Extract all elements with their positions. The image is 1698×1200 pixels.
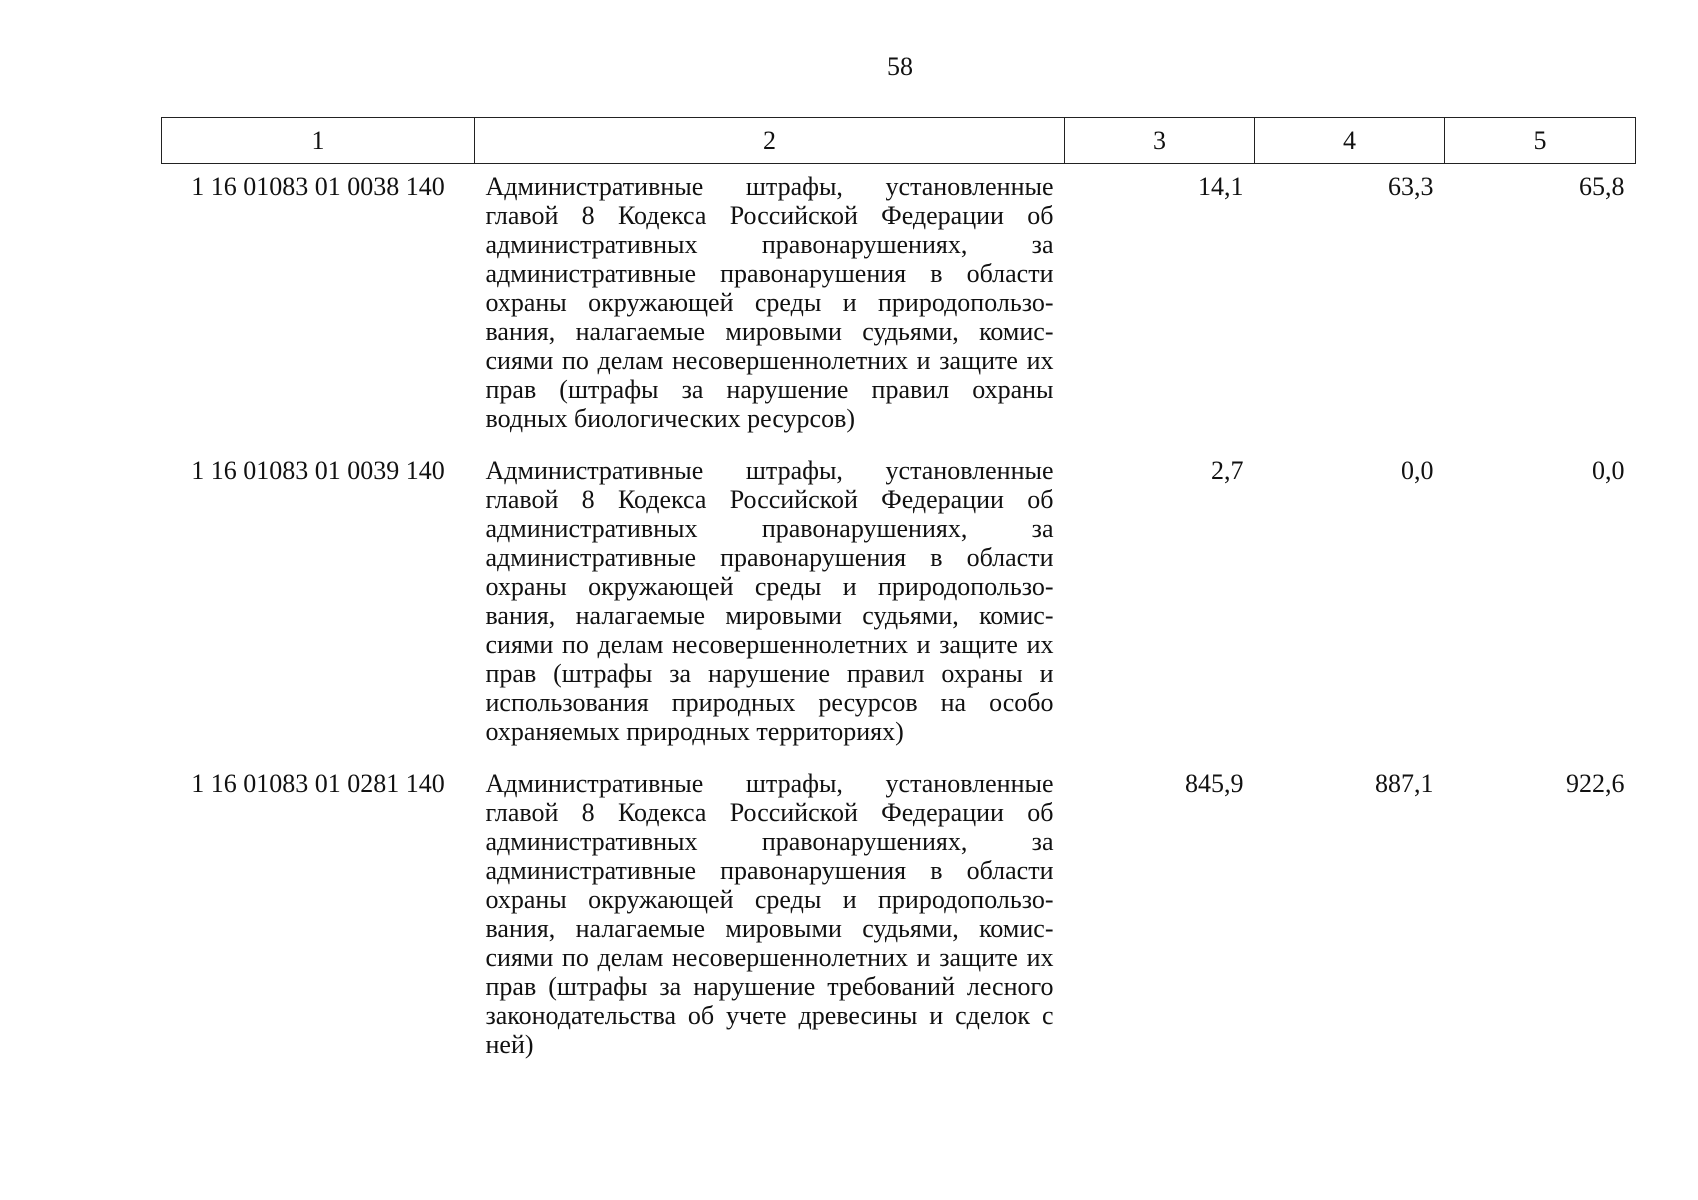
row-value-col4: 63,3 — [1388, 172, 1434, 201]
row-value-col4: 887,1 — [1375, 769, 1434, 798]
row-code: 1 16 01083 01 0038 140 — [191, 172, 445, 201]
row-code: 1 16 01083 01 0281 140 — [191, 769, 445, 798]
table-header — [162, 118, 1636, 164]
row-value-col5: 922,6 — [1566, 769, 1625, 798]
header-col-3: 3 — [1065, 118, 1255, 164]
page-number: 58 — [887, 52, 913, 81]
row-value-col3: 2,7 — [1211, 456, 1244, 485]
header-row — [162, 118, 1636, 164]
header-col-4: 4 — [1255, 118, 1445, 164]
row-value-col5: 65,8 — [1579, 172, 1625, 201]
row-description: Административные штрафы, установленные главой 8 Кодекса Российской Федерации об административных правонарушениях, за административные правонарушения в области охраны окружающей среды и природопользования, налагаемые мировыми судьями, комиссиями по делам несовершеннолетних и защите их прав (штрафы за нарушение правил охраны водных биологических ресурсов) — [485, 172, 1054, 433]
row-value-col3: 845,9 — [1185, 769, 1244, 798]
header-col-2: 2 — [475, 118, 1065, 164]
row-value-col4: 0,0 — [1401, 456, 1434, 485]
header-col-5: 5 — [1445, 118, 1636, 164]
header-col-1: 1 — [162, 118, 475, 164]
table-body — [162, 164, 1636, 1065]
table-row — [162, 164, 1636, 439]
row-description: Административные штрафы, установленные главой 8 Кодекса Российской Федерации об административных правонарушениях, за административные правонарушения в области охраны окружающей среды и природопользования, налагаемые мировыми судьями, комиссиями по делам несовершеннолетних и защите их прав (штрафы за нарушение правил охраны и использования природных ресурсов на особо охраняемых природных территориях) — [485, 456, 1054, 746]
row-value-col3: 14,1 — [1198, 172, 1244, 201]
table-row — [162, 438, 1636, 751]
row-value-col5: 0,0 — [1592, 456, 1625, 485]
budget-table — [161, 117, 1636, 1064]
row-description: Административные штрафы, установленные главой 8 Кодекса Российской Федерации об административных правонарушениях, за административные правонарушения в области охраны окружающей среды и природопользования, налагаемые мировыми судьями, комиссиями по делам несовершеннолетних и защите их прав (штрафы за нарушение требований лесного законодательства об учете древесины и сделок с ней) — [485, 769, 1054, 1059]
table-row — [162, 751, 1636, 1064]
row-code: 1 16 01083 01 0039 140 — [191, 456, 445, 485]
